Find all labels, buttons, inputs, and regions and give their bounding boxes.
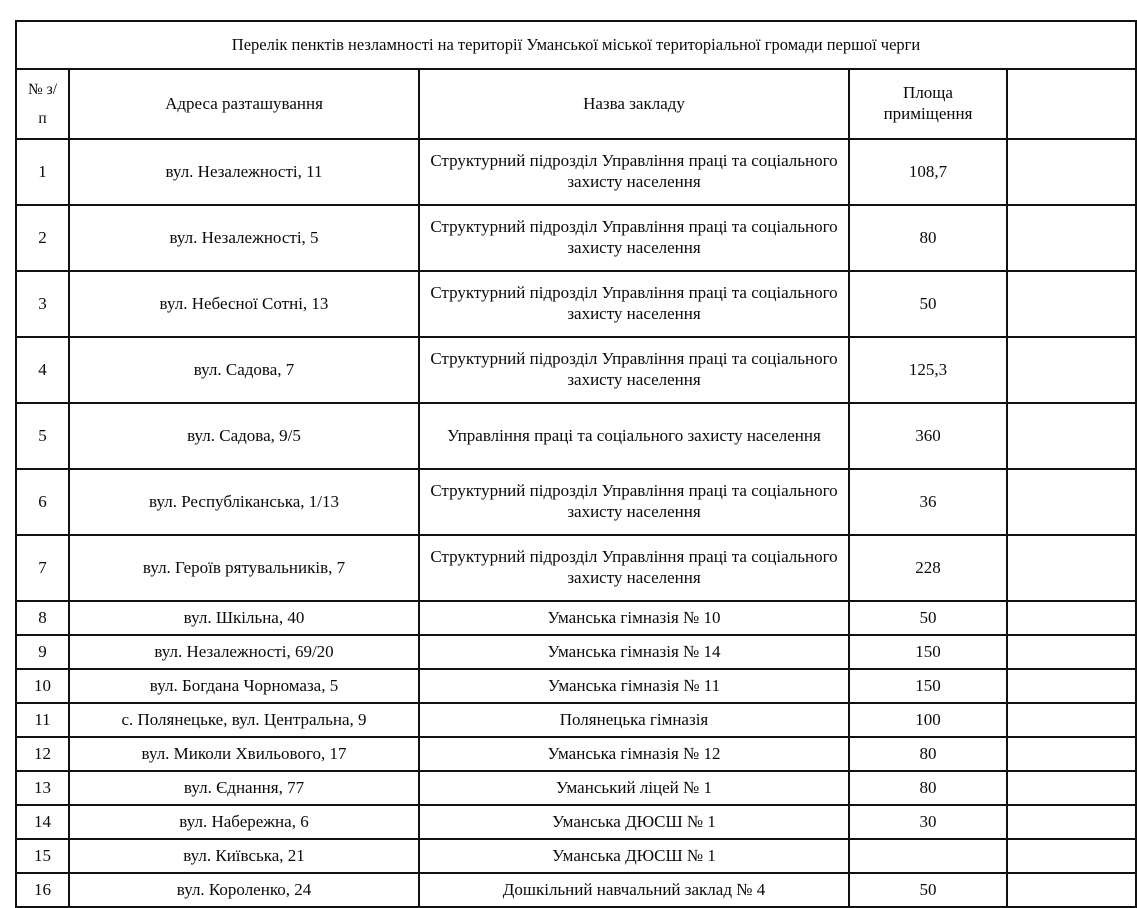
cell-extra bbox=[1007, 205, 1136, 271]
column-header-address: Адреса разташування bbox=[69, 69, 419, 139]
table-row bbox=[16, 635, 1136, 669]
table-row bbox=[16, 873, 1136, 907]
cell-institution: Уманська гімназія № 12 bbox=[419, 737, 849, 771]
cell-address: вул. Героїв рятувальників, 7 bbox=[69, 535, 419, 601]
cell-institution: Структурний підрозділ Управління праці та соціального захисту населення bbox=[419, 469, 849, 535]
table-row bbox=[16, 139, 1136, 205]
cell-institution: Структурний підрозділ Управління праці та соціального захисту населення bbox=[419, 139, 849, 205]
cell-address: вул. Садова, 9/5 bbox=[69, 403, 419, 469]
cell-extra bbox=[1007, 703, 1136, 737]
table-row bbox=[16, 601, 1136, 635]
cell-address: вул. Небесної Сотні, 13 bbox=[69, 271, 419, 337]
table-row bbox=[16, 205, 1136, 271]
cell-extra bbox=[1007, 805, 1136, 839]
column-header-number bbox=[16, 69, 69, 139]
cell-number: 1 bbox=[16, 139, 69, 205]
table-row bbox=[16, 271, 1136, 337]
column-header-number-line1: № з/ bbox=[27, 80, 58, 98]
cell-extra bbox=[1007, 873, 1136, 907]
table-row bbox=[16, 737, 1136, 771]
cell-address: вул. Богдана Чорномаза, 5 bbox=[69, 669, 419, 703]
column-header-area-line1: Площа bbox=[903, 83, 953, 103]
cell-area: 108,7 bbox=[849, 139, 1007, 205]
cell-address: вул. Короленко, 24 bbox=[69, 873, 419, 907]
cell-number: 4 bbox=[16, 337, 69, 403]
cell-address: вул. Незалежності, 5 bbox=[69, 205, 419, 271]
cell-institution: Структурний підрозділ Управління праці та соціального захисту населення bbox=[419, 205, 849, 271]
cell-extra bbox=[1007, 403, 1136, 469]
cell-extra bbox=[1007, 337, 1136, 403]
cell-institution: Уманська гімназія № 11 bbox=[419, 669, 849, 703]
cell-area: 50 bbox=[849, 873, 1007, 907]
cell-number: 9 bbox=[16, 635, 69, 669]
column-header-area-line2: приміщення bbox=[883, 104, 973, 123]
cell-number: 10 bbox=[16, 669, 69, 703]
cell-area: 360 bbox=[849, 403, 1007, 469]
table-row bbox=[16, 403, 1136, 469]
table-row bbox=[16, 337, 1136, 403]
cell-number: 16 bbox=[16, 873, 69, 907]
column-header-extra bbox=[1007, 69, 1136, 139]
cell-area: 150 bbox=[849, 635, 1007, 669]
table-row bbox=[16, 669, 1136, 703]
cell-area: 100 bbox=[849, 703, 1007, 737]
cell-area: 80 bbox=[849, 737, 1007, 771]
column-header-area bbox=[849, 69, 1007, 139]
table-row bbox=[16, 703, 1136, 737]
cell-area: 50 bbox=[849, 271, 1007, 337]
cell-address: вул. Київська, 21 bbox=[69, 839, 419, 873]
cell-extra bbox=[1007, 271, 1136, 337]
cell-institution: Структурний підрозділ Управління праці та соціального захисту населення bbox=[419, 271, 849, 337]
cell-address: вул. Миколи Хвильового, 17 bbox=[69, 737, 419, 771]
cell-address: вул. Республіканська, 1/13 bbox=[69, 469, 419, 535]
cell-area: 50 bbox=[849, 601, 1007, 635]
facilities-table bbox=[15, 20, 1137, 908]
cell-number: 3 bbox=[16, 271, 69, 337]
cell-number: 2 bbox=[16, 205, 69, 271]
cell-number: 13 bbox=[16, 771, 69, 805]
cell-number: 6 bbox=[16, 469, 69, 535]
cell-extra bbox=[1007, 469, 1136, 535]
cell-institution: Уманський ліцей № 1 bbox=[419, 771, 849, 805]
cell-number: 14 bbox=[16, 805, 69, 839]
table-row bbox=[16, 469, 1136, 535]
cell-address: вул. Незалежності, 11 bbox=[69, 139, 419, 205]
cell-area: 228 bbox=[849, 535, 1007, 601]
cell-area: 30 bbox=[849, 805, 1007, 839]
cell-institution: Уманська ДЮСШ № 1 bbox=[419, 839, 849, 873]
cell-extra bbox=[1007, 535, 1136, 601]
cell-institution: Структурний підрозділ Управління праці та соціального захисту населення bbox=[419, 337, 849, 403]
cell-address: вул. Набережна, 6 bbox=[69, 805, 419, 839]
cell-area bbox=[849, 839, 1007, 873]
cell-area: 80 bbox=[849, 771, 1007, 805]
cell-extra bbox=[1007, 635, 1136, 669]
cell-extra bbox=[1007, 139, 1136, 205]
cell-number: 12 bbox=[16, 737, 69, 771]
cell-institution: Управління праці та соціального захисту населення bbox=[419, 403, 849, 469]
cell-number: 11 bbox=[16, 703, 69, 737]
column-header-number-line2: п bbox=[38, 110, 47, 127]
table-container bbox=[15, 20, 1135, 908]
cell-area: 80 bbox=[849, 205, 1007, 271]
cell-institution: Дошкільний навчальний заклад № 4 bbox=[419, 873, 849, 907]
cell-area: 125,3 bbox=[849, 337, 1007, 403]
cell-institution: Полянецька гімназія bbox=[419, 703, 849, 737]
cell-institution: Уманська ДЮСШ № 1 bbox=[419, 805, 849, 839]
document-title: Перелік пенктів незламності на території Уманської міської територіальної громади першої черги bbox=[16, 21, 1136, 69]
cell-address: с. Полянецьке, вул. Центральна, 9 bbox=[69, 703, 419, 737]
cell-institution: Структурний підрозділ Управління праці та соціального захисту населення bbox=[419, 535, 849, 601]
cell-extra bbox=[1007, 771, 1136, 805]
cell-area: 150 bbox=[849, 669, 1007, 703]
cell-area: 36 bbox=[849, 469, 1007, 535]
table-header-row bbox=[16, 69, 1136, 139]
cell-number: 8 bbox=[16, 601, 69, 635]
cell-number: 7 bbox=[16, 535, 69, 601]
cell-institution: Уманська гімназія № 10 bbox=[419, 601, 849, 635]
cell-institution: Уманська гімназія № 14 bbox=[419, 635, 849, 669]
table-row bbox=[16, 771, 1136, 805]
cell-address: вул. Єднання, 77 bbox=[69, 771, 419, 805]
cell-address: вул. Садова, 7 bbox=[69, 337, 419, 403]
cell-number: 5 bbox=[16, 403, 69, 469]
table-row bbox=[16, 535, 1136, 601]
cell-number: 15 bbox=[16, 839, 69, 873]
cell-address: вул. Незалежності, 69/20 bbox=[69, 635, 419, 669]
table-row bbox=[16, 839, 1136, 873]
cell-extra bbox=[1007, 669, 1136, 703]
cell-extra bbox=[1007, 737, 1136, 771]
cell-extra bbox=[1007, 601, 1136, 635]
column-header-institution: Назва закладу bbox=[419, 69, 849, 139]
table-row bbox=[16, 805, 1136, 839]
table-title-row bbox=[16, 21, 1136, 69]
cell-extra bbox=[1007, 839, 1136, 873]
cell-address: вул. Шкільна, 40 bbox=[69, 601, 419, 635]
